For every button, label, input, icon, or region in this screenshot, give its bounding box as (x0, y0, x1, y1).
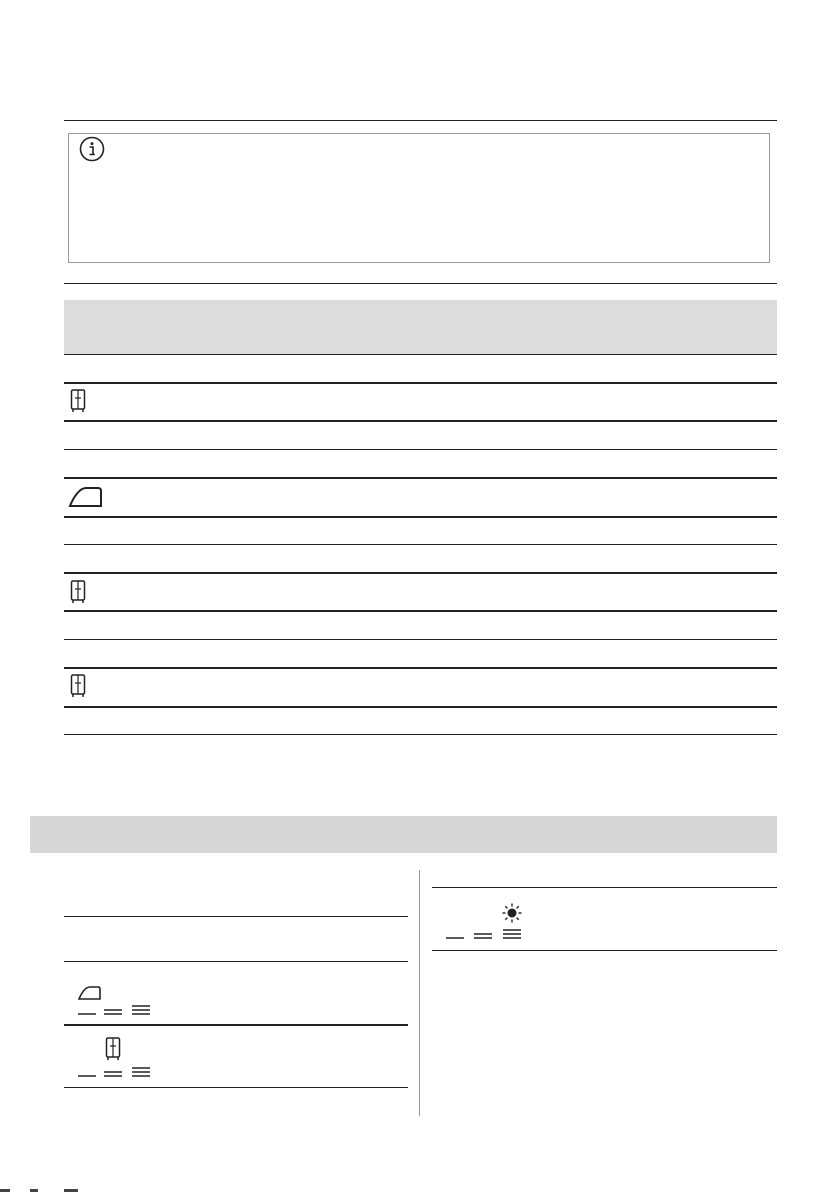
cupboard-dry-icon (70, 674, 86, 698)
table-row-divider (64, 572, 777, 574)
table-row-divider (64, 706, 777, 708)
table-header (64, 300, 777, 354)
info-icon (79, 136, 105, 162)
level-3-icon (503, 928, 521, 940)
note-box (68, 133, 770, 263)
table-row-divider (64, 420, 777, 422)
cupboard-dry-icon (70, 389, 86, 413)
table-row-divider (64, 667, 777, 669)
cupboard-dry-icon (105, 1037, 121, 1061)
table-top-rule (64, 283, 777, 284)
left-panel-rule (64, 916, 408, 917)
level-1-icon (78, 1004, 96, 1016)
sun-icon (502, 903, 522, 923)
iron-dry-icon (68, 486, 104, 508)
right-panel-rule (432, 950, 777, 951)
level-2-icon (104, 1004, 122, 1016)
left-panel-rule (64, 1024, 408, 1026)
table-row-divider (64, 639, 777, 640)
level-2-icon (104, 1066, 122, 1078)
table-row-divider (64, 610, 777, 612)
level-2-icon (474, 928, 492, 940)
table-row-divider (64, 516, 777, 518)
cupboard-dry-icon (70, 580, 86, 604)
level-1-icon (446, 928, 464, 940)
table-row-divider (64, 449, 777, 450)
table-row-divider (64, 544, 777, 545)
level-3-icon (132, 1004, 150, 1016)
table-row-divider (64, 354, 777, 355)
top-rule (64, 120, 777, 121)
left-panel-rule (64, 1087, 408, 1088)
right-panel-rule (432, 887, 777, 888)
section-heading (30, 816, 777, 853)
table-bottom-rule (64, 734, 777, 735)
level-3-icon (132, 1066, 150, 1078)
level-1-icon (78, 1066, 96, 1078)
table-row-divider (64, 382, 777, 384)
iron-dry-icon (78, 985, 102, 1001)
column-divider (419, 870, 420, 1116)
left-panel-rule (64, 961, 408, 962)
table-row-divider (64, 477, 777, 479)
